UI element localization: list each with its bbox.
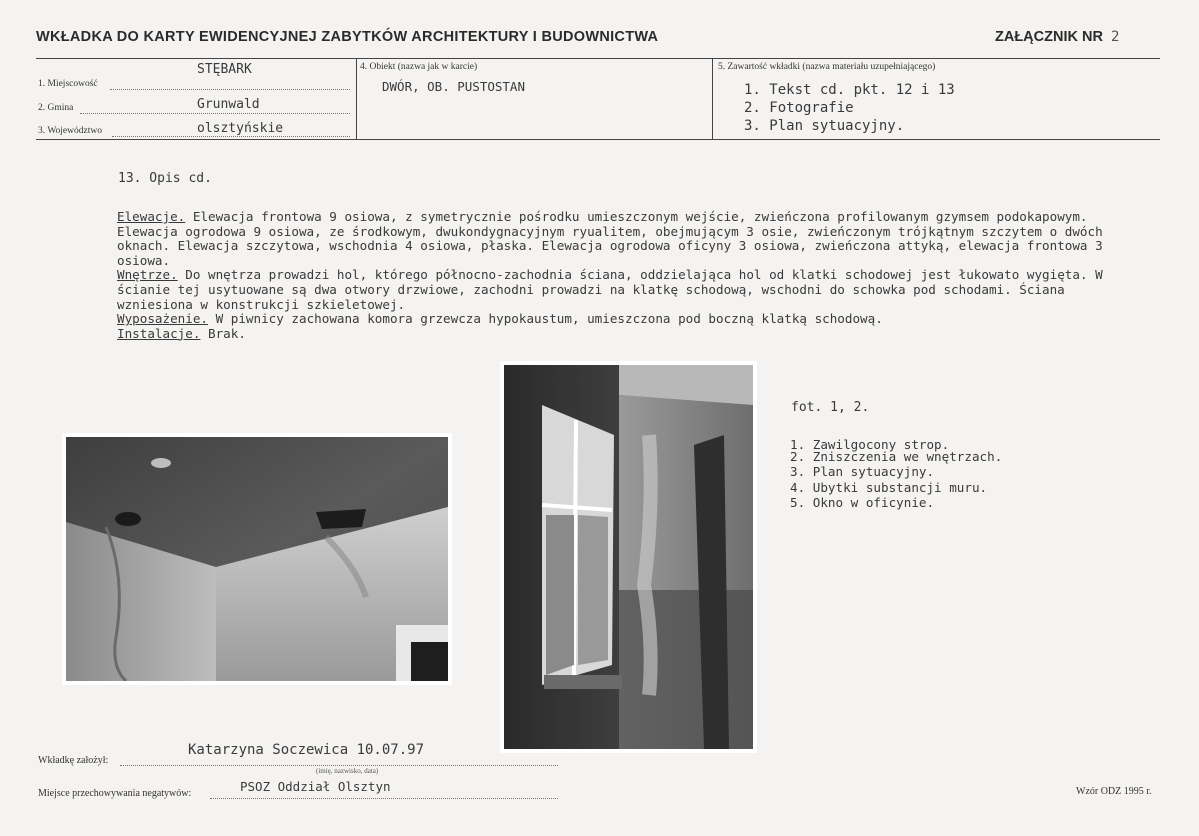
table-divider-1 <box>356 58 357 140</box>
instalacje-paragraph <box>117 327 1127 342</box>
wnetrze-text: Do wnętrza prowadzi hol, którego północno-zachodnia ściana, oddzielająca hol od klatki schodowej jest łukowato wygięta. W ścianie tej usytuowane są dwa otwory drzwiowe, zachodni prowadzi na klatkę schodową, wschodni do schowka pod schodami. Ściana wzniesiona w konstrukcji szkieletowej. <box>117 267 1103 312</box>
zawartosc-label: 5. Zawartość wkładki (nazwa materiału uzupełniającego) <box>718 62 936 72</box>
fot-list <box>790 437 1002 511</box>
fot-title: fot. 1, 2. <box>791 400 870 415</box>
table-bottom-border <box>36 139 1160 140</box>
wnetrze-paragraph <box>117 268 1127 312</box>
attachment-number <box>995 29 1119 45</box>
miejsce-dots <box>210 798 558 799</box>
photo-ceiling <box>62 433 452 685</box>
miejsce-value: PSOZ Oddział Olsztyn <box>240 779 391 794</box>
wojewodztwo-label: 3. Województwo <box>38 126 102 136</box>
elewacje-label: Elewacje. <box>117 209 186 224</box>
obiekt-value: DWÓR, OB. PUSTOSTAN <box>382 79 525 94</box>
instalacje-label: Instalacje. <box>117 325 201 341</box>
photo-window-image <box>504 365 753 749</box>
gmina-value: Grunwald <box>197 97 260 112</box>
wnetrze-label: Wnętrze. <box>117 267 178 283</box>
fot-item-4: 4. Ubytki substancji muru. <box>790 479 988 495</box>
fot-item-3: 3. Plan sytuacyjny. <box>790 464 935 480</box>
fot-item-5: 5. Okno w oficynie. <box>790 495 935 511</box>
photo-window <box>500 361 757 753</box>
wyposazenie-paragraph <box>117 312 1127 327</box>
zalozyl-value: Katarzyna Soczewica 10.07.97 <box>188 742 425 758</box>
zalozyl-label: Wkładkę założył: <box>38 755 109 766</box>
opis-body <box>117 210 1127 341</box>
zawartosc-item-3: 3. Plan sytuacyjny. <box>744 118 905 134</box>
instalacje-text: Brak. <box>200 325 246 341</box>
miejscowosc-label: 1. Miejscowość <box>38 79 98 89</box>
wyposazenie-text: W piwnicy zachowana komora grzewcza hypokaustum, umieszczona pod boczną klatką schodową. <box>208 311 883 327</box>
form-title: WKŁADKA DO KARTY EWIDENCYJNEJ ZABYTKÓW ARCHITEKTURY I BUDOWNICTWA <box>36 29 659 45</box>
photo-ceiling-image <box>66 437 448 681</box>
attachment-label: ZAŁĄCZNIK NR <box>995 29 1103 45</box>
table-top-border <box>36 58 1160 59</box>
obiekt-label: 4. Obiekt (nazwa jak w karcie) <box>360 62 478 72</box>
zawartosc-item-2: 2. Fotografie <box>744 100 854 116</box>
miejscowosc-value: STĘBARK <box>197 62 252 77</box>
opis-heading: 13. Opis cd. <box>118 171 212 186</box>
elewacje-paragraph <box>117 210 1127 268</box>
miejscowosc-dots <box>110 89 350 90</box>
zalozyl-dots <box>120 765 558 766</box>
zalozyl-sub: (imię, nazwisko, data) <box>316 767 379 775</box>
fot-item-2: 2. Zniszczenia we wnętrzach. <box>790 448 1003 464</box>
elewacje-text: Elewacja frontowa 9 osiowa, z symetrycznie pośrodku umieszczonym wejście, zwieńczona profilowanym gzymsem podokapowym. Elewacja ogrodowa 9 osiowa, ze środkowym, dwukondygnacyjnym ryualitem, obejmującym 3 osie, zwieńczonym trójkątnym szczytem o dwóch oknach. Elewacja szczytowa, wschodnia 4 osiowa, płaska. Elewacja ogrodowa oficyny 3 osiowa, zwieńczona attyką, elewacja frontowa 3 osiowa. <box>117 209 1103 268</box>
gmina-dots <box>80 113 350 114</box>
wzor-label: Wzór ODZ 1995 r. <box>1076 786 1152 797</box>
wojewodztwo-value: olsztyńskie <box>197 121 284 136</box>
table-divider-2 <box>712 58 713 140</box>
gmina-label: 2. Gmina <box>38 103 74 113</box>
zawartosc-item-1: 1. Tekst cd. pkt. 12 i 13 <box>744 82 955 98</box>
wyposazenie-label: Wyposażenie. <box>117 311 208 327</box>
wojewodztwo-dots <box>112 136 350 137</box>
miejsce-label: Miejsce przechowywania negatywów: <box>38 788 192 799</box>
attachment-number-value: 2 <box>1110 29 1120 45</box>
fot-item-1: 1. Zawilgocony strop. <box>790 437 950 452</box>
